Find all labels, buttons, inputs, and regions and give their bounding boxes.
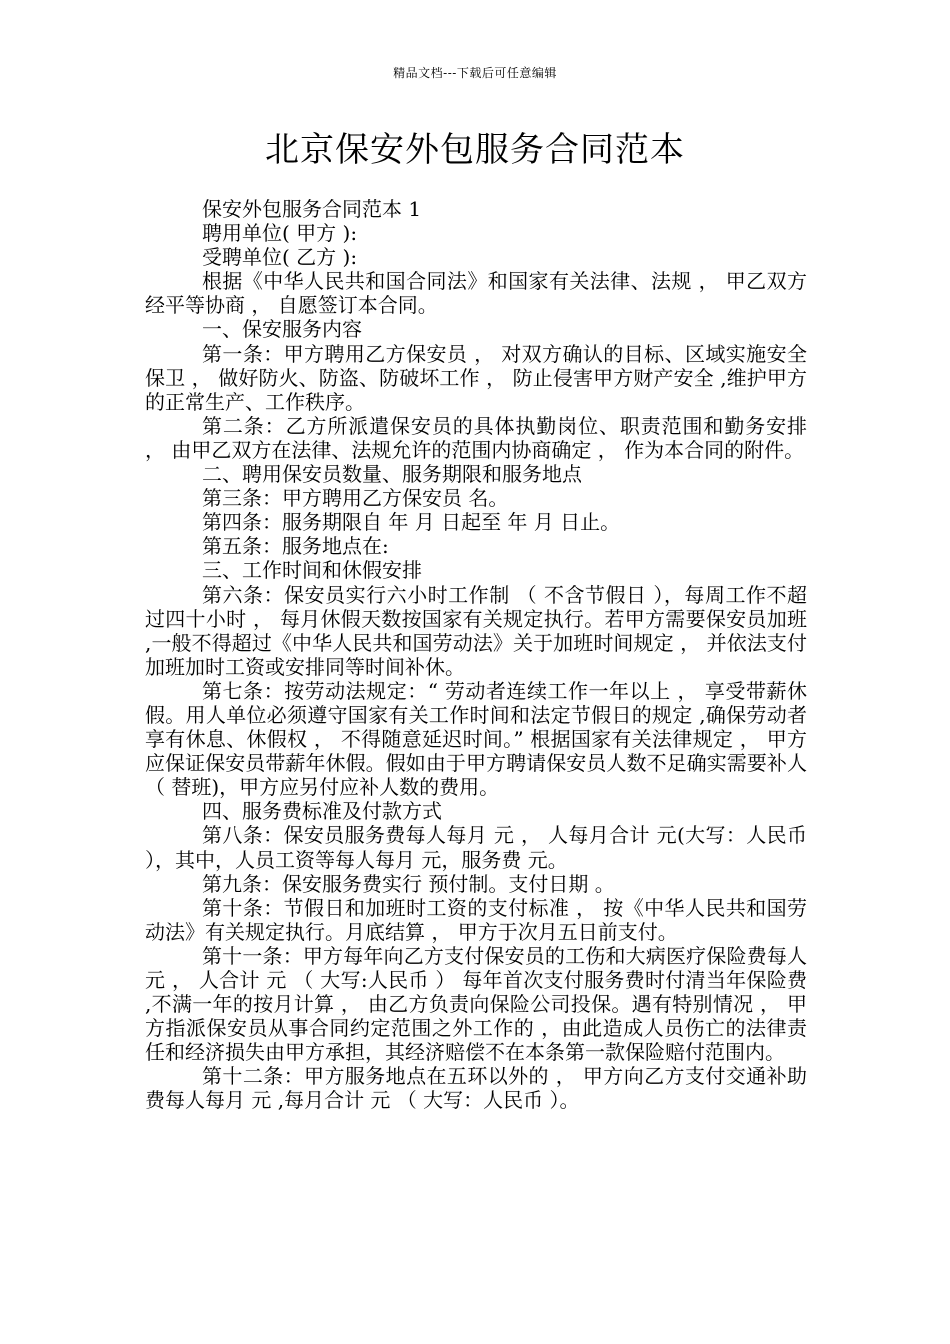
document-body xyxy=(145,197,807,1113)
article-8: 第八条：保安员服务费每人每月 元 ， 人每月合计 元(大写：人民币 ），其中，人员工资等每人每月 元，服务费 元。 xyxy=(145,823,807,872)
employee-line: 受聘单位( 乙方 ): xyxy=(202,245,358,270)
page-header: 精品文档---下载后可任意编辑 xyxy=(393,66,557,80)
article-4: 第四条：服务期限自 年 月 日起至 年 月 日止。 xyxy=(202,510,621,535)
article-11: 第十一条：甲方每年向乙方支付保安员的工伤和大病医疗保险费每人 元 ， 人合计 元 （ 大写:人民币 ） 每年首次支付服务费时付清当年保险费 ,不满一年的按月计算 ， 由乙方负责向保险公司投保。遇有特别情况 ， 甲方指派保安员从事合同约定范围之外工作的 ，由此造成人员伤亡的法律责任和经济损失由甲方承担，其经济赔偿不在本条第一款保险赔付范围内。 xyxy=(145,943,807,1065)
article-7: 第七条：按劳动法规定：“ 劳动者连续工作一年以上 ， 享受带薪休假。用人单位必须遵守国家有关工作时间和法定节假日的规定 ,确保劳动者享有休息、休假权 ， 不得随意延迟时间。” 根据国家有关法律规定 ， 甲方应保证保安员带薪年休假。假如由于甲方聘请保安员人数不足确实需要补人 （ 替班)，甲方应另付应补人数的费用。 xyxy=(145,678,807,800)
section-heading-2: 二、聘用保安员数量、服务期限和服务地点 xyxy=(202,462,582,487)
preamble-paragraph: 根据《中华人民共和国合同法》和国家有关法律、法规 ， 甲乙双方经平等协商 ， 自愿签订本合同。 xyxy=(145,269,807,318)
article-2: 第二条：乙方所派遣保安员的具体执勤岗位、职责范围和勤务安排 ， 由甲乙双方在法律、法规允许的范围内协商确定 ， 作为本合同的附件。 xyxy=(145,413,807,462)
article-1: 第一条：甲方聘用乙方保安员 ， 对双方确认的目标、区域实施安全保卫 ， 做好防火、防盗、防破坏工作 ， 防止侵害甲方财产安全 ,维护甲方的正常生产、工作秩序。 xyxy=(145,341,807,414)
employer-line: 聘用单位( 甲方 ): xyxy=(202,221,358,246)
section-heading-3: 三、工作时间和休假安排 xyxy=(202,558,422,583)
article-12: 第十二条：甲方服务地点在五环以外的 ， 甲方向乙方支付交通补助费每人每月 元 ,每月合计 元 （ 大写：人民币 ）。 xyxy=(145,1064,807,1113)
article-6: 第六条：保安员实行六小时工作制 （ 不含节假日 ），每周工作不超过四十小时 ， 每月休假天数按国家有关规定执行。若甲方需要保安员加班 ,一般不得超过《中华人民共和国劳动法》关于加班时间规定 ， 并依法支付加班加时工资或安排同等时间补休。 xyxy=(145,582,807,679)
document-title: 北京保安外包服务合同范本 xyxy=(265,130,685,170)
article-3: 第三条：甲方聘用乙方保安员 名。 xyxy=(202,486,509,511)
article-9: 第九条：保安服务费实行 预付制。支付日期 。 xyxy=(202,871,615,896)
section-heading-4: 四、服务费标准及付款方式 xyxy=(202,799,442,824)
article-10: 第十条：节假日和加班时工资的支付标准 ， 按《中华人民共和国劳动法》有关规定执行。月底结算 ， 甲方于次月五日前支付。 xyxy=(145,895,807,944)
article-5: 第五条：服务地点在: xyxy=(202,534,389,559)
contract-subtitle: 保安外包服务合同范本 1 xyxy=(202,197,422,221)
section-heading-1: 一、保安服务内容 xyxy=(202,317,362,342)
